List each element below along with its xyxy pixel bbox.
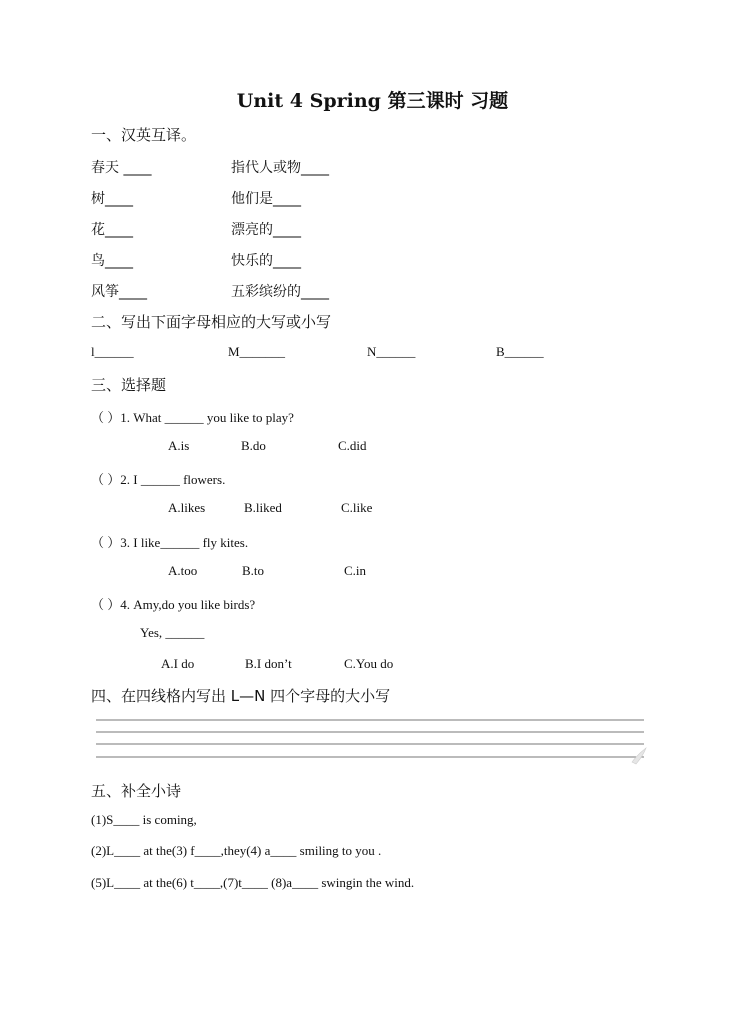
corner-mark-icon — [632, 748, 646, 764]
translation-item: 快乐的____ — [231, 253, 301, 269]
option: C.You do — [344, 656, 394, 671]
option: C.did — [338, 438, 367, 453]
translation-item: 五彩缤纷的____ — [231, 284, 329, 300]
question-stem: （ ）1. What ______ you like to play? — [91, 410, 294, 425]
answer-line: Yes, ______ — [140, 625, 205, 640]
poem-line: (1)S____ is coming, — [91, 812, 197, 827]
translation-item: 他们是____ — [231, 191, 301, 207]
question-stem: （ ）4. Amy,do you like birds? — [91, 597, 256, 612]
option: A.is — [168, 438, 190, 453]
page-title: Unit 4 Spring 第三课时 习题 — [236, 90, 509, 112]
translation-item: 指代人或物____ — [231, 160, 329, 176]
section2-heading: 二、写出下面字母相应的大写或小写 — [91, 313, 332, 331]
poem-line: (2)L____ at the(3) f____,they(4) a____ smiling to you . — [91, 843, 382, 858]
option: A.likes — [168, 500, 206, 515]
four-line-grid — [94, 716, 654, 768]
option: C.like — [341, 500, 373, 515]
poem-line: (5)L____ at the(6) t____,(7)t____ (8)a____ swingin the wind. — [91, 875, 415, 890]
option: B.I don’t — [245, 656, 292, 671]
translation-item: 春天 ____ — [91, 160, 152, 176]
letter-item: l______ — [91, 344, 134, 359]
section1-heading: 一、汉英互译。 — [91, 126, 197, 144]
translation-item: 树____ — [91, 191, 133, 207]
option: A.I do — [161, 656, 195, 671]
translation-item: 鸟____ — [91, 253, 133, 269]
translation-item: 风筝____ — [91, 284, 147, 300]
translation-item: 漂亮的____ — [231, 222, 301, 238]
section5-heading: 五、补全小诗 — [91, 782, 182, 800]
option: B.to — [242, 563, 265, 578]
translation-item: 花____ — [91, 222, 133, 238]
letter-item: N______ — [367, 344, 416, 359]
section4-heading: 四、在四线格内写出 L—N 四个字母的大小写 — [91, 687, 391, 705]
section3-heading: 三、选择题 — [91, 376, 167, 394]
option: A.too — [168, 563, 198, 578]
question-stem: （ ）2. I ______ flowers. — [91, 472, 226, 487]
option: B.do — [241, 438, 266, 453]
option: B.liked — [244, 500, 282, 515]
option: C.in — [344, 563, 367, 578]
letter-item: M_______ — [228, 344, 286, 359]
question-stem: （ ）3. I like______ fly kites. — [91, 535, 249, 550]
letter-item: B______ — [496, 344, 544, 359]
